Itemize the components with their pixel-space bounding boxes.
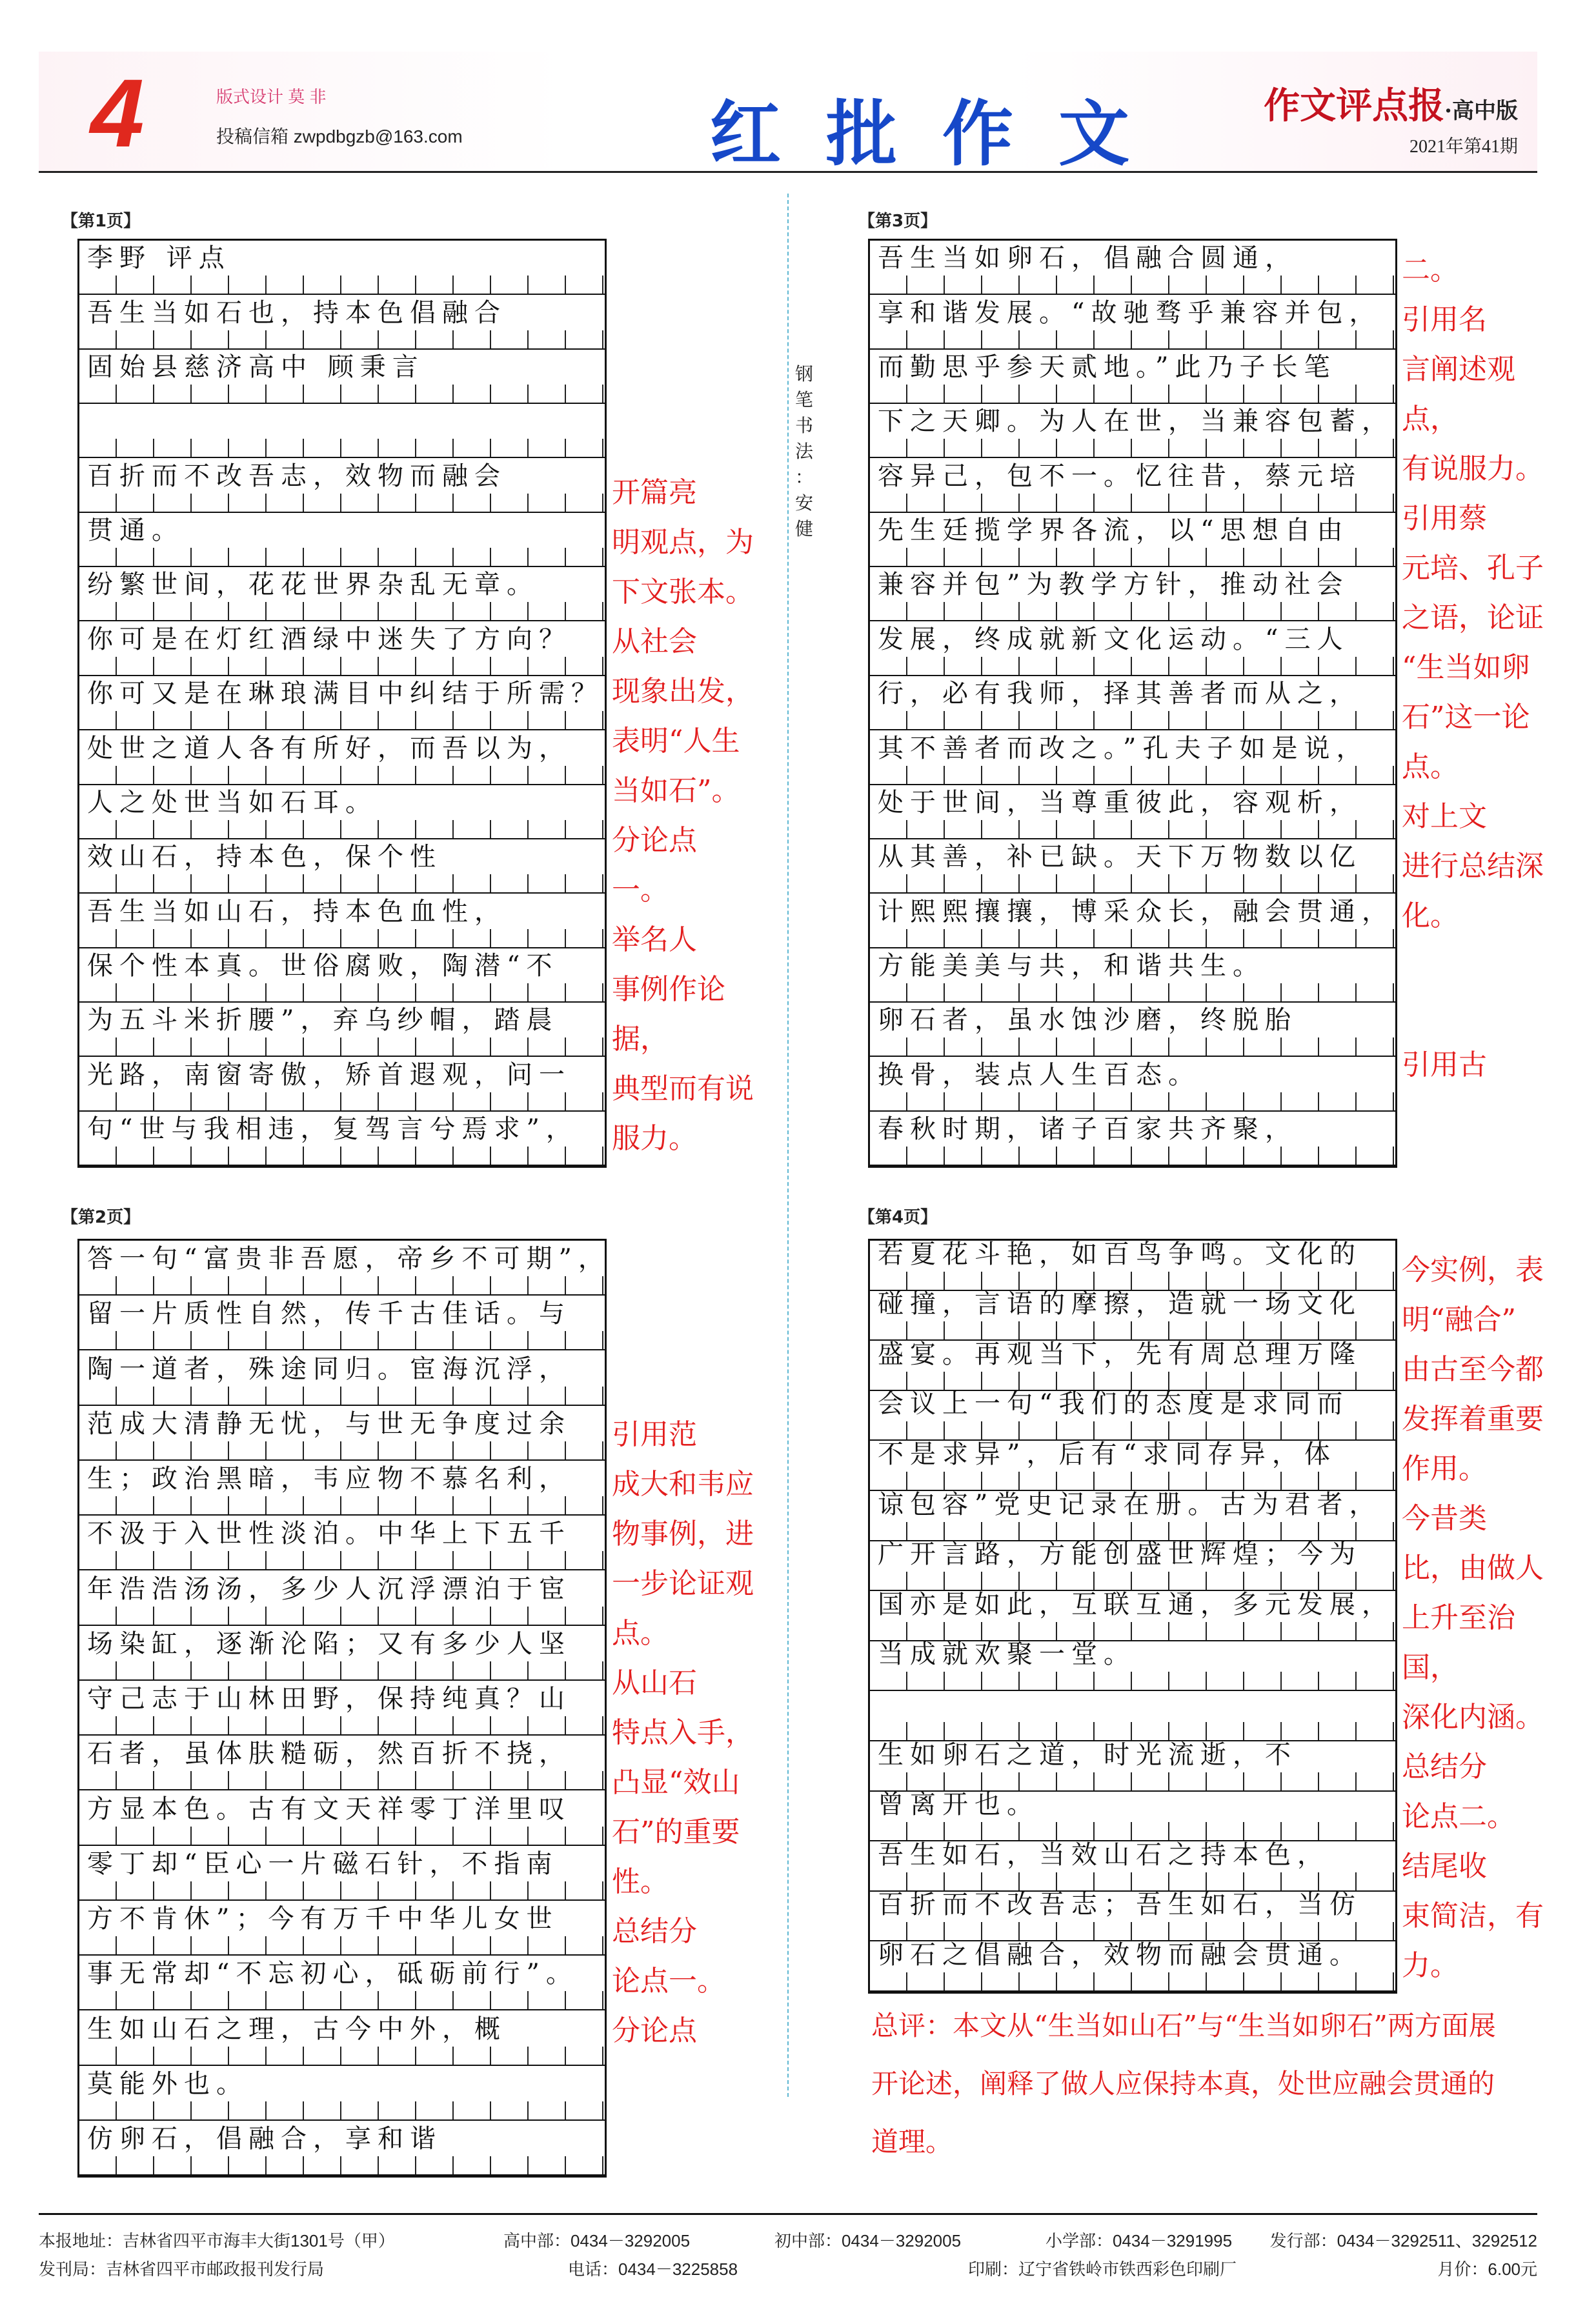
grid-cells (870, 602, 1395, 620)
manuscript-row (870, 513, 1395, 567)
handwritten-line: 计熙熙攘攘，博采众长，融会贯通， (878, 896, 1394, 927)
handwritten-line: 国亦是如此，互联互通，多元发展， (878, 1589, 1394, 1619)
manuscript-row (870, 785, 1395, 839)
manuscript-row (870, 1003, 1395, 1057)
manuscript-row (870, 295, 1395, 349)
grid-cells (79, 1551, 605, 1569)
grid-cells (870, 929, 1395, 947)
remarks-text-4: 今实例，表 明“融合” 由古至今都 发挥着重要 作用。 今昔类 比，由做人 上升至治国， 深化内涵。 总结分 论点二。 结尾收 束简洁，有 力。 (1402, 1254, 1544, 1982)
manuscript-row (870, 458, 1395, 512)
manuscript-row (79, 1003, 605, 1057)
manuscript-row (79, 1681, 605, 1736)
manuscript-row (870, 676, 1395, 730)
grid-cells (79, 1661, 605, 1679)
manuscript-row (79, 241, 605, 295)
footer-publisher: 发刊局：吉林省四平市邮政报刊发行局 (39, 2259, 325, 2279)
grid-cells (79, 1037, 605, 1056)
handwritten-line: 你可是在灯红酒绿中迷失了方向？ (87, 624, 571, 654)
grid-cells (79, 2156, 605, 2174)
grid-cells (870, 657, 1395, 675)
remarks-text-1: 开篇亮 明观点，为 下文张本。 从社会 现象出发， 表明“人生 当如石”。 分论点 一。 举名人 事例作论据， 典型而有说 服力。 (612, 476, 754, 1155)
manuscript-row (79, 948, 605, 1003)
handwritten-line: 年浩浩汤汤，多少人沉浮漂泊于宦 (87, 1574, 571, 1604)
manuscript-row (870, 1641, 1395, 1692)
manuscript-row (79, 1956, 605, 2010)
handwritten-line: 生如山石之理，古今中外，概 (87, 2014, 507, 2044)
handwritten-line: 卵石之倡融合，效物而融会贯通。 (878, 1939, 1362, 1970)
manuscript-row (79, 1112, 605, 1166)
handwritten-line: 你可又是在琳琅满目中纠结于所需？ (87, 679, 603, 709)
manuscript-row (79, 567, 605, 621)
manuscript-row (79, 1350, 605, 1405)
submission-email: 投稿信箱 zwpdbgzb@163.com (216, 126, 463, 146)
footer-phone: 电话：0434－3225858 (568, 2259, 738, 2279)
manuscript-row (870, 894, 1395, 948)
handwritten-line: 下之天卿。为人在世，当兼容包蓄， (878, 406, 1394, 437)
remarks-text-2: 引用范 成大和韦应 物事例，进 一步论证观 点。 从山石 特点入手， 凸显“效山 石”的重要 性。 总结分 论点一。 分论点 (612, 1418, 754, 2047)
footer-junior: 初中部：0434－3292005 (774, 2231, 962, 2250)
manuscript-row (870, 567, 1395, 621)
footer-price: 月价：6.00元 (1437, 2259, 1537, 2279)
handwritten-line: 人之处世当如石耳。 (87, 787, 378, 817)
handwritten-line: 零丁却“臣心一片磁石针，不指南 (87, 1848, 559, 1879)
manuscript-row (79, 1057, 605, 1111)
manuscript-row (79, 350, 605, 404)
handwritten-line: 为五斗米折腰”，弃乌纱帽，踏晨 (87, 1005, 559, 1036)
handwritten-line: 卵石者，虽水蚀沙磨，终脱胎 (878, 1005, 1297, 1036)
handwritten-line: 广开言路，方能创盛世辉煌；今为 (878, 1539, 1362, 1570)
handwritten-line: 吾生当如卵石，倡融合圆通， (878, 243, 1297, 274)
manuscript-page-1 (77, 239, 607, 1168)
manuscript-row (870, 730, 1395, 785)
handwritten-line: 效山石，持本色，保个性 (87, 842, 442, 872)
newspaper-brand (1264, 77, 1518, 129)
handwritten-line: 行，必有我师，择其善者而从之， (878, 679, 1362, 709)
handwritten-line: 百折而不改吾志；吾生如石，当仿 (878, 1890, 1362, 1920)
handwritten-line: 范成大清静无忧，与世无争度过余 (87, 1408, 571, 1439)
manuscript-row (870, 948, 1395, 1003)
handwritten-line: 发展，终成就新文化运动。“三人 (878, 624, 1349, 654)
center-divider (787, 194, 793, 2097)
grid-cells (870, 1037, 1395, 1056)
remarks-page-4 (1402, 1245, 1557, 1990)
handwritten-line: 方显本色。古有文天祥零丁洋里叹 (87, 1794, 571, 1824)
grid-cells (79, 1991, 605, 2009)
handwritten-line: 处世之道人各有所好，而吾以为， (87, 733, 571, 763)
handwritten-line: 陶一道者，殊途同归。宦海沉浮， (87, 1354, 571, 1384)
handwritten-line: 兼容并包”为教学方针，推动社会 (878, 570, 1349, 600)
footer-distribution: 发行部：0434－3292511、3292512 (1269, 2231, 1537, 2250)
handwritten-line: 保个性本真。世俗腐败，陶潜“不 (87, 950, 559, 981)
manuscript-row (79, 1846, 605, 1901)
grid-cells (870, 711, 1395, 729)
handwritten-line: 先生廷揽学界各流，以“思想自由 (878, 516, 1349, 546)
grid-cells (870, 1092, 1395, 1110)
grid-cells (79, 711, 605, 729)
handwritten-line: 当成就欢聚一堂。 (878, 1639, 1136, 1670)
grid-cells (870, 983, 1395, 1001)
manuscript-row (79, 2066, 605, 2121)
grid-cells (79, 1387, 605, 1405)
grid-cells (79, 929, 605, 947)
manuscript-row (79, 2010, 605, 2065)
grid-cells (870, 548, 1395, 566)
brand-edition: ·高中版 (1444, 98, 1518, 124)
handwritten-line: 石者，虽体肤糙砺，然百折不挠， (87, 1739, 571, 1769)
manuscript-row (79, 839, 605, 894)
grid-cells (79, 2101, 605, 2119)
manuscript-row (870, 839, 1395, 894)
handwritten-line: 莫能外也。 (87, 2069, 248, 2099)
footer (39, 2213, 1537, 2285)
grid-cells (79, 1607, 605, 1625)
grid-cells (870, 439, 1395, 457)
manuscript-row (79, 295, 605, 349)
manuscript-row (870, 241, 1395, 295)
grid-cells (79, 1827, 605, 1845)
manuscript-row (79, 1901, 605, 1956)
grid-cells (79, 1881, 605, 1899)
grid-cells (870, 820, 1395, 838)
manuscript-row (79, 1406, 605, 1461)
manuscript-row (870, 1941, 1395, 1992)
handwritten-line: 谅包容”党史记录在册。古为君者， (878, 1489, 1382, 1519)
manuscript-row (79, 894, 605, 948)
grid-cells (79, 1496, 605, 1514)
grid-cells (79, 820, 605, 838)
grid-cells (79, 548, 605, 566)
grid-cells (79, 330, 605, 348)
grid-cells (79, 1771, 605, 1789)
manuscript-row (870, 350, 1395, 404)
handwritten-line: 盛宴。再观当下，先有周总理万隆 (878, 1339, 1362, 1369)
handwritten-line: 处于世间，当尊重彼此，容观析， (878, 787, 1362, 817)
handwritten-line: 不汲于入世性淡泊。中华上下五千 (87, 1519, 571, 1549)
masthead (39, 52, 1537, 173)
manuscript-row (79, 1296, 605, 1350)
handwritten-line: 从其善，补已缺。天下万物数以亿 (878, 842, 1362, 872)
handwritten-line: 百折而不改吾志，效物而融会 (87, 461, 507, 491)
manuscript-row (79, 404, 605, 458)
manuscript-row (870, 1057, 1395, 1111)
brand-name: 作文评点报 (1264, 85, 1445, 127)
handwritten-line: 享和谐发展。“故驰骛乎兼容并包， (878, 297, 1382, 328)
handwritten-line: 李野 评点 (87, 243, 231, 274)
grid-cells (79, 657, 605, 675)
handwritten-line: 吾生当如石也，持本色倡融合 (87, 297, 507, 328)
footer-primary: 小学部：0434－3291995 (1046, 2231, 1233, 2250)
grid-cells (870, 330, 1395, 348)
calligraphy-credit: 钢笔书法：安 健 (795, 363, 814, 539)
manuscript-page-3 (868, 239, 1397, 1168)
handwritten-line: 事无常却“不忘初心，砥砺前行”。 (87, 1959, 578, 1989)
grid-cells (870, 494, 1395, 512)
grid-cells (79, 1147, 605, 1165)
grid-cells (79, 439, 605, 457)
grid-cells (870, 1147, 1395, 1165)
overall-comment: 总评：本文从“生当如山石”与“生当如卵石”两方面展开论述，阐释了做人应保持本真，处世应融会贯通的道理。 (871, 2010, 1496, 2158)
grid-cells (79, 1441, 605, 1459)
manuscript-row (79, 2121, 605, 2176)
manuscript-row (870, 621, 1395, 676)
handwritten-line: 场染缸，逐渐沦陷；又有多少人坚 (87, 1628, 571, 1659)
handwritten-line: 生如卵石之道，时光流逝，不 (878, 1739, 1297, 1770)
page-label-4: 【第4页】 (858, 1208, 938, 1227)
page-number: 4 (90, 59, 145, 167)
manuscript-row (79, 1461, 605, 1516)
remarks-page-1 (612, 468, 767, 1163)
page-label-3: 【第3页】 (858, 212, 938, 231)
handwritten-line: 吾生当如山石，持本色血性， (87, 896, 507, 927)
page-label-2: 【第2页】 (61, 1208, 141, 1227)
grid-cells (79, 766, 605, 784)
manuscript-row (79, 1516, 605, 1570)
manuscript-row (79, 730, 605, 785)
grid-cells (79, 494, 605, 512)
grid-cells (870, 766, 1395, 784)
handwritten-line: 句“世与我相违，复驾言兮焉求”， (87, 1114, 578, 1144)
manuscript-row (79, 1626, 605, 1681)
handwritten-line: 而勤思乎参天贰地。”此乃子长笔 (878, 352, 1337, 383)
grid-cells (870, 1972, 1395, 1990)
footer-senior: 高中部：0434－3292005 (503, 2231, 691, 2250)
handwritten-line: 守己志于山林田野，保持纯真？山 (87, 1684, 571, 1714)
handwritten-line: 换骨，装点人生百态。 (878, 1059, 1200, 1090)
manuscript-page-2 (77, 1239, 611, 2178)
grid-cells (870, 874, 1395, 892)
manuscript-row (870, 1112, 1395, 1166)
grid-cells (79, 1331, 605, 1349)
manuscript-row (79, 676, 605, 730)
grid-cells (870, 1672, 1395, 1690)
manuscript-row (870, 404, 1395, 458)
handwritten-line: 答一句“富贵非吾愿，帝乡不可期”， (87, 1244, 611, 1274)
page-label-1: 【第1页】 (61, 212, 141, 231)
handwritten-line: 贯通。 (87, 516, 184, 546)
manuscript-row (79, 1241, 611, 1296)
grid-cells (79, 2047, 605, 2065)
manuscript-row (79, 458, 605, 512)
handwritten-line: 碰撞，言语的摩擦，造就一场文化 (878, 1289, 1362, 1319)
grid-cells (870, 385, 1395, 403)
handwritten-line: 春秋时期，诸子百家共齐聚， (878, 1114, 1297, 1144)
manuscript-page-4 (868, 1239, 1397, 1994)
grid-cells (79, 1936, 605, 1954)
grid-cells (870, 275, 1395, 294)
footer-address: 本报地址：吉林省四平市海丰大街1301号（甲） (39, 2231, 395, 2250)
handwritten-line: 吾生如石，当效山石之持本色， (878, 1839, 1329, 1870)
handwritten-line: 方不肯休”；今有万千中华儿女世 (87, 1904, 559, 1934)
remarks-page-3 (1402, 245, 1557, 1090)
manuscript-row (79, 513, 605, 567)
handwritten-line: 仿卵石，倡融合，享和谐 (87, 2123, 442, 2154)
grid-cells (79, 602, 605, 620)
layout-designer: 版式设计 莫 非 (216, 87, 327, 106)
grid-cells (79, 1716, 605, 1734)
remarks-text-3: 二。 引用名 言阐述观点， 有说服力。 引用蔡 元培、孔子 之语，论证 “生当如卵 石”这一论 点。 对上文 进行总结深 化。 引用古 (1402, 254, 1544, 1081)
manuscript-row (79, 1790, 605, 1845)
handwritten-line: 方能美美与共，和谐共生。 (878, 950, 1265, 981)
handwritten-line: 光路，南窗寄傲，矫首遐观，问一 (87, 1059, 571, 1090)
handwritten-line: 纷繁世间，花花世界杂乱无章。 (87, 570, 539, 600)
footer-printer: 印刷：辽宁省铁岭市铁西彩色印刷厂 (968, 2259, 1237, 2279)
handwritten-line: 容异己，包不一。忆往昔，蔡元培 (878, 461, 1362, 491)
grid-cells (79, 385, 605, 403)
grid-cells (79, 275, 605, 294)
grid-cells (79, 1092, 605, 1110)
grid-cells (79, 1276, 605, 1294)
handwritten-line: 若夏花斗艳，如百鸟争鸣。文化的 (878, 1239, 1362, 1269)
column-title: 红批作文 (710, 95, 1175, 174)
grid-cells (79, 983, 605, 1001)
handwritten-line: 固始县慈济高中 顾秉言 (87, 352, 425, 383)
handwritten-line: 留一片质性自然，传千古佳话。与 (87, 1299, 571, 1329)
manuscript-row (79, 1570, 605, 1625)
manuscript-row (79, 621, 605, 676)
handwritten-line: 其不善者而改之。”孔夫子如是说， (878, 733, 1369, 763)
manuscript-row (79, 785, 605, 839)
handwritten-line: 曾离开也。 (878, 1790, 1039, 1820)
handwritten-line: 不是求异”，后有“求同存异，体 (878, 1439, 1337, 1469)
handwritten-line: 生；政治黑暗，韦应物不慕名利， (87, 1464, 571, 1494)
issue-number: 2021年第41期 (1409, 137, 1518, 157)
handwritten-line: 会议上一句“我们的态度是求同而 (878, 1389, 1349, 1419)
grid-cells (79, 874, 605, 892)
remarks-page-2 (612, 1410, 767, 2056)
manuscript-row (79, 1736, 605, 1790)
